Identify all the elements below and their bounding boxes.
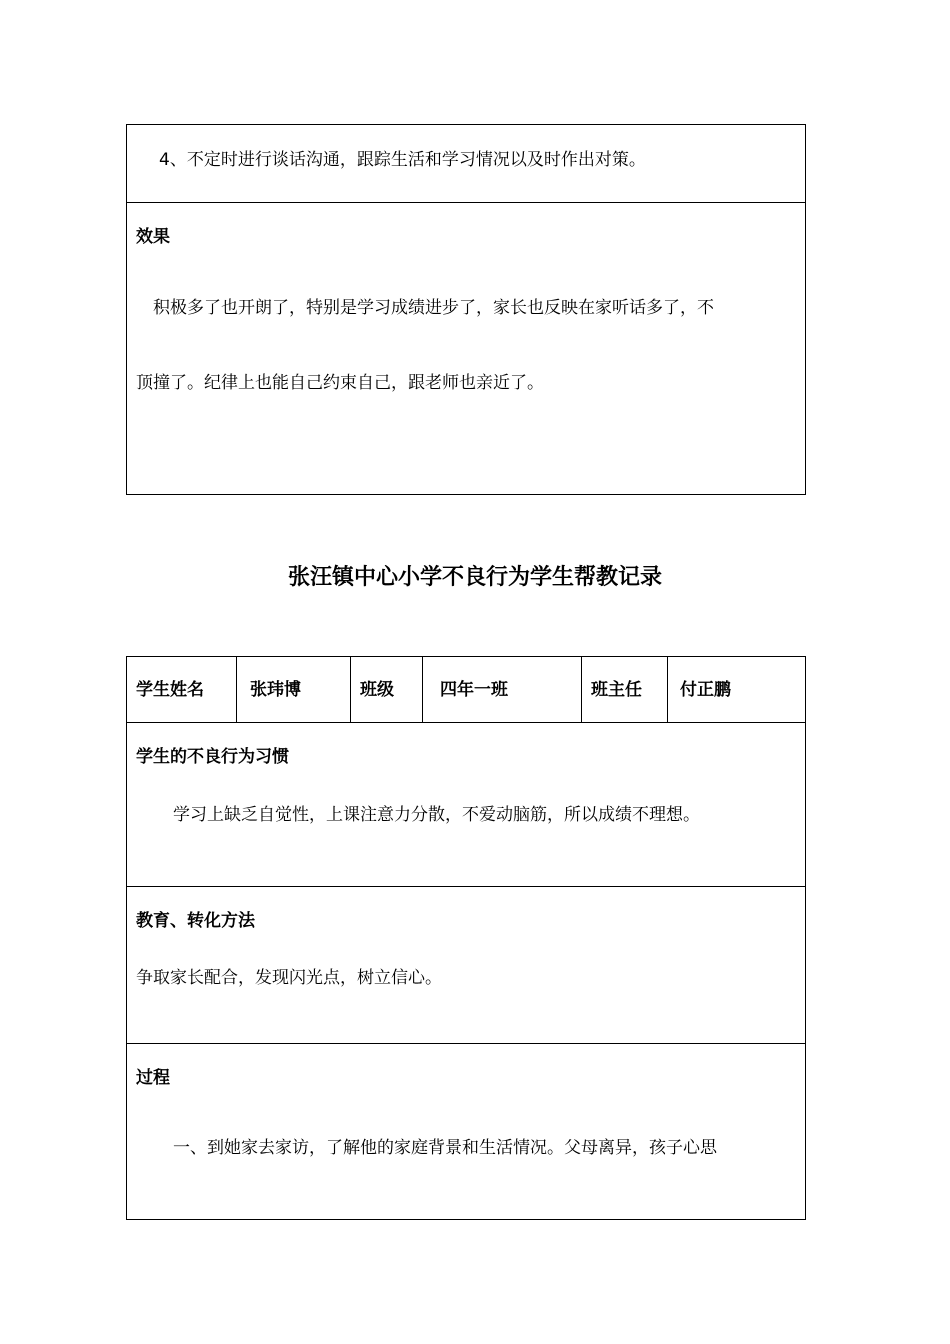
teacher-label-cell [582,657,668,722]
class-label-cell [351,657,423,722]
habit-heading: 学生的不良行为习惯 [136,747,289,767]
method-cell [127,887,805,1044]
method-item-4: 4、不定时进行谈话沟通，跟踪生活和学习情况以及时作出对策。 [159,150,646,170]
process-cell [127,1044,805,1219]
student-name-cell [237,657,351,722]
student-name: 张玮博 [250,680,301,700]
method-heading: 教育、转化方法 [136,911,255,931]
effect-heading: 效果 [136,227,170,247]
habit-text: 学习上缺乏自觉性，上课注意力分散，不爱动脑筋，所以成绩不理想。 [173,805,700,825]
effect-line-1: 积极多了也开朗了，特别是学习成绩进步了，家长也反映在家听话多了，不 [153,298,714,318]
teacher-label: 班主任 [591,680,642,700]
effect-cell [127,203,805,495]
student-name-label-cell [127,657,237,722]
class-value: 四年一班 [440,680,508,700]
record-table [126,656,806,1220]
student-name-label: 学生姓名 [136,680,204,700]
class-label: 班级 [360,680,394,700]
page-title: 张汪镇中心小学不良行为学生帮教记录 [287,565,662,590]
method-continuation-cell [127,125,805,203]
teacher-value-cell [668,657,805,722]
process-heading: 过程 [136,1068,170,1088]
effect-line-2: 顶撞了。纪律上也能自己约束自己，跟老师也亲近了。 [136,373,544,393]
class-value-cell [423,657,582,722]
habit-cell [127,723,805,887]
student-info-row [127,657,805,723]
method-text: 争取家长配合，发现闪光点，树立信心。 [136,968,442,988]
top-record-table [126,124,806,495]
teacher-value: 付正鹏 [680,680,731,700]
process-text: 一、到她家去家访，了解他的家庭背景和生活情况。父母离异，孩子心思 [173,1138,717,1158]
